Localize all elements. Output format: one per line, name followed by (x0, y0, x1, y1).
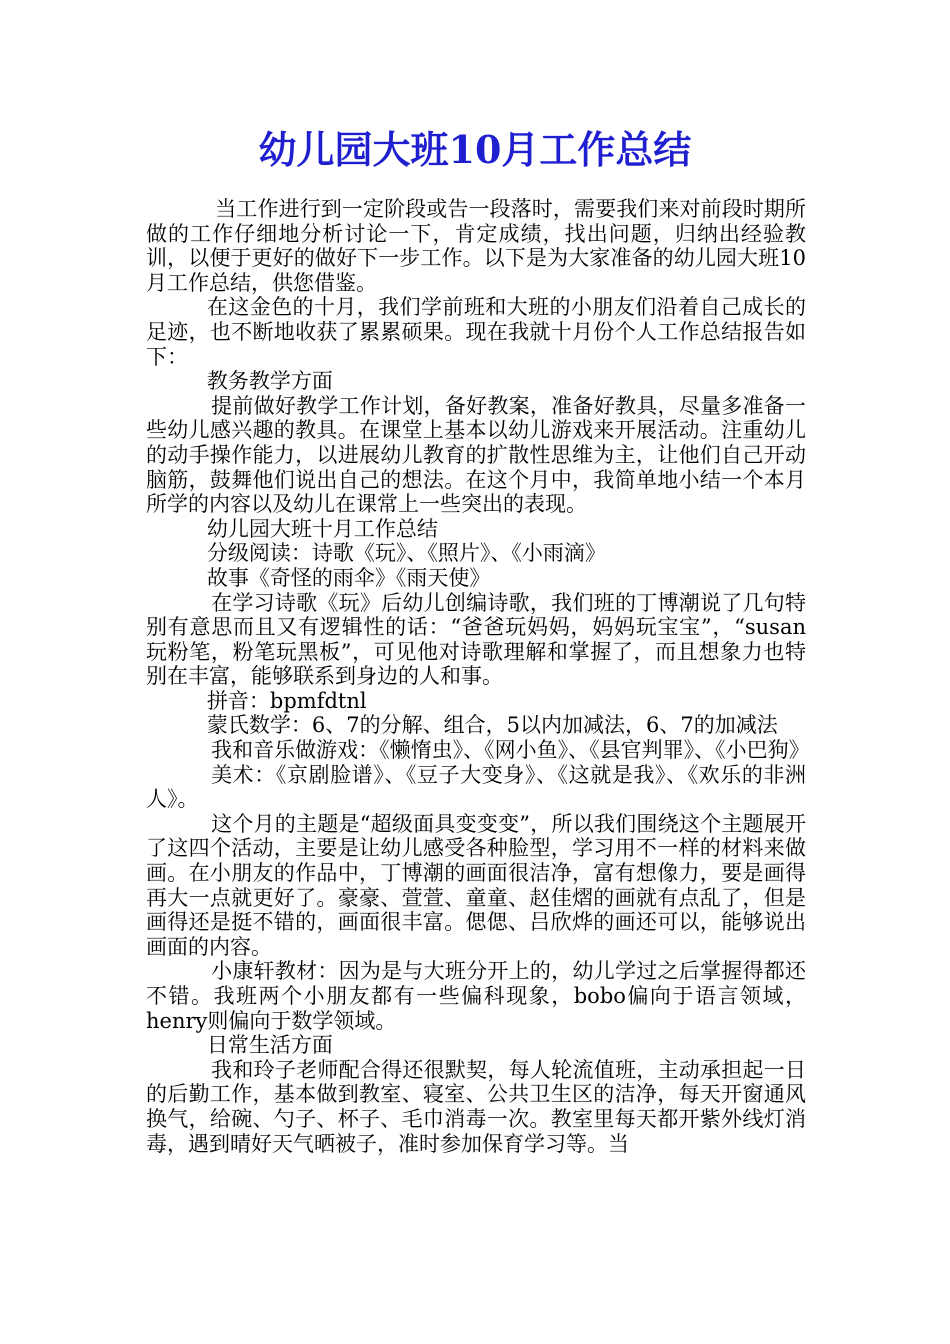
paragraph-poem: 在学习诗歌《玩》后幼儿创编诗歌，我们班的丁博潮说了几句特别有意思而且又有逻辑性的话：“爸爸玩妈妈，妈妈玩宝宝”，“susan玩粉笔，粉笔玩黑板”，可见他对诗歌理解和掌握了，而且想象力也特别在丰富，能够联系到身边的人和事。 (146, 590, 806, 689)
document-body (146, 197, 810, 1156)
paragraph-art: 美术：《京剧脸谱》、《豆子大变身》、《这就是我》、《欢乐的非洲人》。 (146, 762, 806, 812)
paragraph-theme: 这个月的主题是“超级面具变变变”，所以我们围绕这个主题展开了这四个活动，主要是让幼儿感受各种脸型，学习用不一样的材料来做画。在小朋友的作品中，丁博潮的画面很洁净，富有想像力，要是画得再大一点就更好了。豪豪、萱萱、童童、赵佳熠的画就有点乱了，但是画得还是挺不错的，画面很丰富。偲偲、吕欣烨的画还可以，能够说出画面的内容。 (146, 811, 806, 959)
paragraph-textbook: 小康轩教材：因为是与大班分开上的，幼儿学过之后掌握得都还不错。我班两个小朋友都有一些偏科现象，bobo偏向于语言领域，henry则偏向于数学领域。 (146, 959, 806, 1033)
paragraph-math: 蒙氏数学：6、7的分解、组合，5以内加减法，6、7的加减法 (206, 713, 778, 738)
section-heading-daily-life: 日常生活方面 (206, 1033, 333, 1058)
section-heading-summary: 幼儿园大班十月工作总结 (206, 516, 438, 541)
paragraph-music: 我和音乐做游戏：《懒惰虫》、《网小鱼》、《县官判罪》、《小巴狗》 (211, 738, 810, 763)
paragraph-overview: 在这金色的十月，我们学前班和大班的小朋友们沿着自己成长的足迹，也不断地收获了累累硕果。现在我就十月份个人工作总结报告如下： (146, 295, 806, 369)
document-title: 幼儿园大班10月工作总结 (258, 127, 692, 172)
paragraph-reading: 分级阅读：诗歌《玩》、《照片》、《小雨滴》 (206, 541, 606, 566)
section-heading-teaching: 教务教学方面 (206, 369, 333, 394)
paragraph-stories: 故事《奇怪的雨伞》《雨天使》 (206, 565, 491, 590)
paragraph-daily-life: 我和玲子老师配合得还很默契，每人轮流值班，主动承担起一日的后勤工作，基本做到教室、寝室、公共卫生区的洁净，每天开窗通风换气，给碗、勺子、杯子、毛巾消毒一次。教室里每天都开紫外线灯消毒，遇到晴好天气晒被子，准时参加保育学习等。当 (146, 1057, 806, 1156)
paragraph-intro: 当工作进行到一定阶段或告一段落时，需要我们来对前段时期所做的工作仔细地分析讨论一下，肯定成绩，找出问题，归纳出经验教训，以便于更好的做好下一步工作。以下是为大家准备的幼儿园大班10月工作总结，供您借鉴。 (146, 197, 806, 295)
paragraph-teaching: 提前做好教学工作计划，备好教案，准备好教具，尽量多准备一些幼儿感兴趣的教具。在课堂上基本以幼儿游戏来开展活动。注重幼儿的动手操作能力，以进展幼儿教育的扩散性思维为主，让他们自己开动脑筋，鼓舞他们说出自己的想法。在这个月中，我简单地小结一个本月所学的内容以及幼儿在课常上一些突出的表现。 (146, 393, 806, 517)
paragraph-pinyin: 拼音：bpmfdtnl (206, 688, 367, 713)
